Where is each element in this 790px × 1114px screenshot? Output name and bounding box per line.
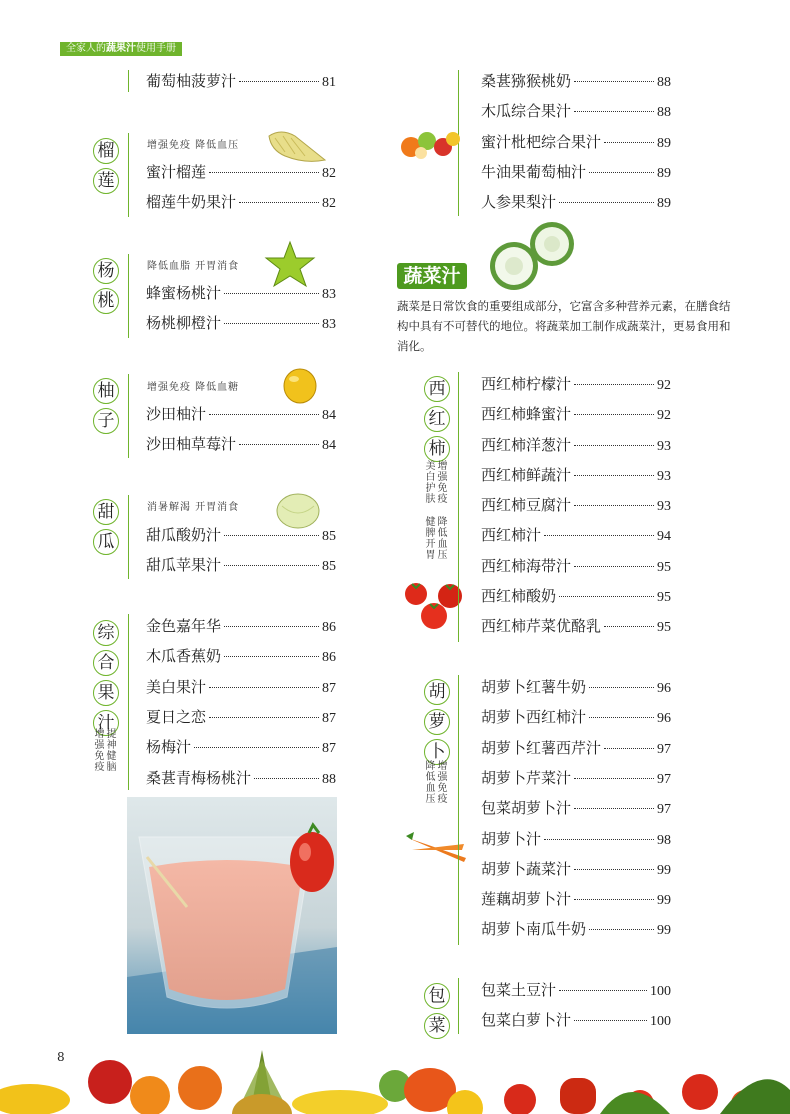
toc-entry[interactable]: 西红柿鲜蔬汁 93 [481,466,671,484]
toc-entry[interactable]: 包菜白萝卜汁 100 [481,1011,671,1029]
page-number: 8 [57,1050,65,1064]
benefit-text: 增强免疫 美白护肤 [423,460,446,504]
toc-entry[interactable]: 美白果汁 87 [146,678,336,696]
toc-entry[interactable]: 莲藕胡萝卜汁 99 [481,890,671,908]
divider-line [128,614,129,790]
toc-entry[interactable]: 蜜汁枇杷综合果汁 89 [481,133,671,151]
toc-entry[interactable]: 包菜土豆汁 100 [481,981,671,999]
starfruit-image [264,240,316,288]
toc-entry[interactable]: 胡萝卜西红柿汁 96 [481,708,671,726]
divider-line [458,675,459,945]
toc-entry[interactable]: 胡萝卜芹菜汁 97 [481,769,671,787]
benefit-text: 增强免疫 降低血糖 [147,382,240,393]
toc-entry[interactable]: 沙田柚草莓汁 84 [146,435,336,453]
benefit-text: 降低血压 健脾开胃 [423,516,446,560]
benefit-text: 提神健脑 增强免疫 [92,728,115,772]
divider-line [458,372,459,642]
toc-entry[interactable]: 金色嘉年华 86 [146,617,336,635]
toc-entry[interactable]: 西红柿蜂蜜汁 92 [481,405,671,423]
produce-border-image [0,1030,790,1114]
tomato-image [402,578,470,632]
toc-entry[interactable]: 西红柿酸奶 95 [481,587,671,605]
toc-entry[interactable]: 胡萝卜红薯牛奶 96 [481,678,671,696]
section-title-vegetable-juice: 蔬菜汁 [397,263,467,289]
pomelo-image [282,366,318,404]
section-intro: 蔬菜是日常饮食的重要组成部分，它富含多种营养元素，在膳食结构中具有不可替代的地位。将蔬菜加工制作成蔬菜汁，更易食用和消化。 [397,299,731,353]
benefit-text: 增强免疫 降低血压 [423,760,446,804]
juice-glass-photo [127,797,337,1034]
book-header: 全家人的蔬果汁使用手册 [60,42,182,56]
toc-entry[interactable]: 杨桃柳橙汁 83 [146,314,336,332]
divider-line [128,70,129,92]
toc-entry[interactable]: 甜瓜苹果汁 85 [146,556,336,574]
toc-entry[interactable]: 西红柿洋葱汁 93 [481,436,671,454]
toc-entry[interactable]: 西红柿海带汁 95 [481,557,671,575]
toc-entry[interactable]: 西红柿芹菜优酪乳 95 [481,617,671,635]
toc-entry[interactable]: 木瓜综合果汁 88 [481,102,671,120]
wax-gourd-image [482,222,578,290]
divider-line [128,133,129,217]
toc-entry[interactable]: 西红柿柠檬汁 92 [481,375,671,393]
toc-entry[interactable]: 桑葚青梅杨桃汁 88 [146,769,336,787]
toc-entry[interactable]: 胡萝卜汁 98 [481,830,671,848]
toc-entry[interactable]: 胡萝卜红薯西芹汁 97 [481,739,671,757]
divider-line [128,254,129,338]
category-cabbage: 包 菜 [424,983,450,1043]
toc-entry[interactable]: 胡萝卜南瓜牛奶 99 [481,920,671,938]
toc-entry[interactable]: 榴莲牛奶果汁 82 [146,193,336,211]
toc-entry[interactable]: 木瓜香蕉奶 86 [146,647,336,665]
toc-entry[interactable]: 牛油果葡萄柚汁 89 [481,163,671,181]
toc-entry[interactable]: 夏日之恋 87 [146,708,336,726]
durian-image [265,126,329,164]
benefit-text: 增强免疫 降低血压 [147,140,240,151]
toc-entry[interactable]: 葡萄柚菠萝汁 81 [146,72,336,90]
toc-entry[interactable]: 人参果梨汁 89 [481,193,671,211]
benefit-text: 降低血脂 开胃消食 [147,261,240,272]
category-carrot: 胡 萝 卜 [424,679,450,769]
mixed-fruit-image [399,125,461,161]
toc-entry[interactable]: 桑葚猕猴桃奶 88 [481,72,671,90]
category-durian: 榴 莲 [93,138,119,198]
divider-line [128,374,129,458]
category-starfruit: 杨 桃 [93,258,119,318]
toc-entry[interactable]: 蜂蜜杨桃汁 83 [146,284,336,302]
toc-entry[interactable]: 胡萝卜蔬菜汁 99 [481,860,671,878]
category-pomelo: 柚 子 [93,378,119,438]
divider-line [128,495,129,579]
toc-entry[interactable]: 甜瓜酸奶汁 85 [146,526,336,544]
toc-entry[interactable]: 蜜汁榴莲 82 [146,163,336,181]
category-tomato: 西 红 柿 [424,376,450,466]
benefit-text: 消暑解渴 开胃消食 [147,502,240,513]
toc-entry[interactable]: 包菜胡萝卜汁 97 [481,799,671,817]
category-melon: 甜 瓜 [93,499,119,559]
toc-entry[interactable]: 西红柿豆腐汁 93 [481,496,671,514]
toc-entry[interactable]: 西红柿汁 94 [481,526,671,544]
category-mixed-juice: 综 合 果 汁 [93,620,119,740]
carrot-image [404,828,472,864]
divider-line [458,978,459,1034]
toc-entry[interactable]: 沙田柚汁 84 [146,405,336,423]
toc-entry[interactable]: 杨梅汁 87 [146,738,336,756]
